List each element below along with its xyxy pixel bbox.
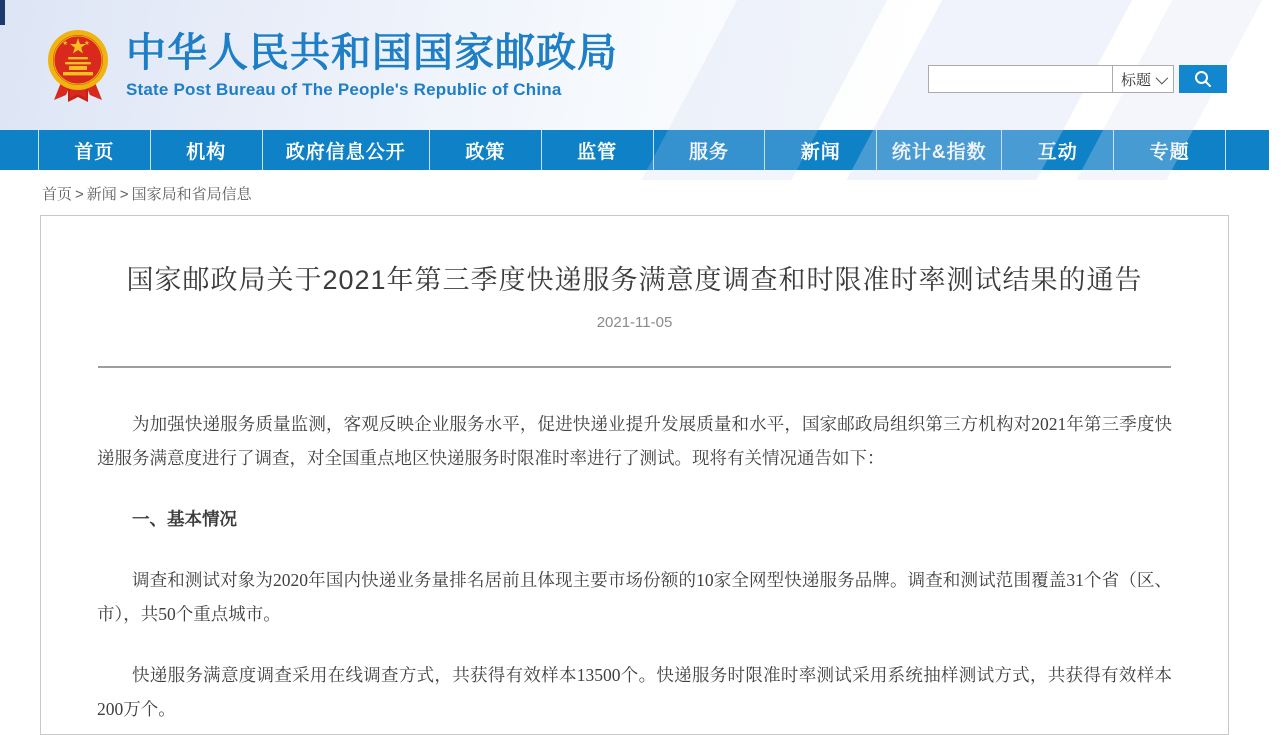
article-paragraph: 调查和测试对象为2020年国内快递业务量排名居前且体现主要市场份额的10家全网型快递服务品牌。调查和测试范围覆盖31个省（区、市），共50个重点城市。 (97, 570, 1172, 624)
nav-item-home[interactable]: 首页 (38, 130, 150, 170)
site-header (0, 0, 1269, 130)
search-input[interactable] (928, 65, 1112, 93)
search-icon (1193, 69, 1213, 89)
breadcrumb-separator: > (75, 186, 84, 203)
article-paragraph: 为加强快递服务质量监测，客观反映企业服务水平，促进快递业提升发展质量和水平，国家邮政局组织第三方机构对2021年第三季度快递服务满意度进行了调查，对全国重点地区快递服务时限准时率进行了测试。现将有关情况通告如下： (97, 414, 1172, 468)
nav-item-special[interactable]: 专题 (1113, 130, 1225, 170)
nav-item-organization[interactable]: 机构 (150, 130, 262, 170)
nav-item-stats[interactable]: 统计&指数 (876, 130, 1001, 170)
article-paragraph: 快递服务满意度调查采用在线调查方式，共获得有效样本13500个。快递服务时限准时率测试采用系统抽样测试方式，共获得有效样本200万个。 (97, 665, 1172, 719)
nav-item-service[interactable]: 服务 (653, 130, 765, 170)
nav-item-policy[interactable]: 政策 (429, 130, 541, 170)
nav-item-gov-info[interactable]: 政府信息公开 (262, 130, 429, 170)
nav-spacer (1225, 130, 1269, 170)
article-container (40, 215, 1229, 735)
site-subtitle: State Post Bureau of The People's Republic of China (126, 80, 562, 99)
china-national-emblem-icon (46, 26, 110, 106)
nav-item-news[interactable]: 新闻 (764, 130, 876, 170)
breadcrumb-item[interactable]: 国家局和省局信息 (131, 186, 252, 203)
title-divider (98, 366, 1171, 368)
search-button[interactable] (1179, 65, 1227, 93)
nav-item-supervision[interactable]: 监管 (541, 130, 653, 170)
search-bar (928, 65, 1227, 93)
site-brand[interactable] (46, 26, 618, 106)
article-body (97, 407, 1172, 726)
nav-item-interaction[interactable]: 互动 (1001, 130, 1113, 170)
main-nav (0, 130, 1269, 170)
chevron-down-icon (1156, 71, 1169, 84)
search-category-dropdown[interactable] (1112, 65, 1174, 93)
breadcrumb-separator: > (119, 186, 129, 203)
site-title: 中华人民共和国国家邮政局 (126, 31, 618, 75)
breadcrumb-item[interactable]: 首页 (42, 186, 73, 203)
article-date: 2021-11-05 (596, 314, 673, 331)
corner-artifact (0, 0, 5, 25)
search-category-label: 标题 (1120, 71, 1151, 89)
breadcrumb-item[interactable]: 新闻 (86, 186, 117, 203)
article-section-heading: 一、基本情况 (132, 509, 237, 529)
article-title: 国家邮政局关于2021年第三季度快递服务满意度调查和时限准时率测试结果的通告 (126, 265, 1143, 295)
nav-spacer (0, 130, 38, 170)
brand-text (126, 26, 618, 100)
